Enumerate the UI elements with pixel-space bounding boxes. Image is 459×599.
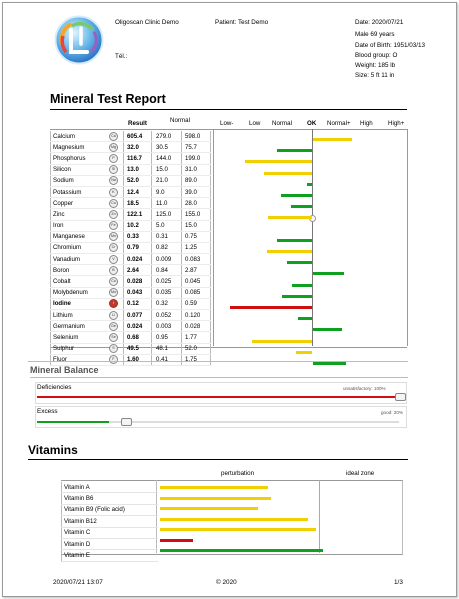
mineral-name: Silicon bbox=[51, 164, 110, 175]
mineral-row bbox=[51, 153, 211, 164]
mineral-name: Fluor bbox=[51, 354, 110, 365]
mineral-result: 52.0 bbox=[124, 175, 152, 186]
report-page bbox=[2, 2, 457, 597]
mineral-row bbox=[51, 298, 211, 309]
patient-weight: Weight: 185 lb bbox=[355, 62, 396, 69]
vitamins-ideal-label: ideal zone bbox=[346, 470, 375, 477]
mineral-normal-high: 1.77 bbox=[182, 332, 211, 343]
mineral-level-bar bbox=[313, 138, 352, 141]
mineral-result: 0.043 bbox=[124, 287, 152, 298]
mineral-result: 49.5 bbox=[124, 343, 152, 354]
vitamin-level-bar bbox=[160, 497, 271, 500]
mineral-row bbox=[51, 164, 211, 175]
vitamin-name: Vitamin B9 (Folic acid) bbox=[62, 504, 159, 515]
mineral-row bbox=[51, 254, 211, 265]
mineral-normal-low: 9.0 bbox=[152, 186, 182, 197]
element-symbol-icon: V bbox=[109, 255, 118, 264]
mineral-row bbox=[51, 175, 211, 186]
element-symbol-icon: B bbox=[109, 266, 118, 275]
vitamin-row bbox=[62, 527, 159, 538]
mineral-level-bar bbox=[291, 205, 312, 208]
mineral-normal-low: 0.052 bbox=[152, 310, 182, 321]
mineral-row bbox=[51, 343, 211, 354]
mineral-normal-high: 598.0 bbox=[182, 131, 211, 142]
mineral-normal-low: 21.0 bbox=[152, 175, 182, 186]
mineral-name: Sulphur bbox=[51, 343, 110, 354]
mineral-name: Chromium bbox=[51, 242, 110, 253]
mineral-normal-low: 144.0 bbox=[152, 153, 182, 164]
mineral-row bbox=[51, 321, 211, 332]
mineral-row bbox=[51, 354, 211, 365]
mineral-row bbox=[51, 310, 211, 321]
clinic-name: Oligoscan Clinic Demo bbox=[115, 19, 179, 26]
mineral-name: Calcium bbox=[51, 131, 110, 142]
mineral-level-bar bbox=[277, 239, 312, 242]
mineral-normal-high: 0.75 bbox=[182, 231, 211, 242]
element-symbol-icon: I bbox=[109, 299, 118, 308]
mineral-result: 0.024 bbox=[124, 254, 152, 265]
mineral-row bbox=[51, 186, 211, 197]
vitamin-name: Vitamin E bbox=[62, 550, 159, 561]
excess-fill bbox=[37, 421, 109, 423]
mineral-level-bar bbox=[245, 160, 312, 163]
mineral-normal-low: 0.32 bbox=[152, 298, 182, 309]
footer-copyright: © 2020 bbox=[216, 579, 237, 586]
mineral-normal-low: 0.31 bbox=[152, 231, 182, 242]
element-symbol-icon: Mn bbox=[109, 232, 118, 241]
mineral-normal-high: 52.0 bbox=[182, 343, 211, 354]
mineral-name: Zinc bbox=[51, 209, 110, 220]
mineral-level-bar bbox=[264, 172, 312, 175]
vitamin-name: Vitamin A bbox=[62, 482, 159, 493]
mineral-normal-low: 0.003 bbox=[152, 321, 182, 332]
mineral-normal-high: 155.0 bbox=[182, 209, 211, 220]
excess-track bbox=[37, 421, 399, 423]
mineral-result: 0.028 bbox=[124, 276, 152, 287]
mineral-result: 116.7 bbox=[124, 153, 152, 164]
element-symbol-icon: Fe bbox=[109, 221, 118, 230]
deficiencies-status: unsatisfactory: 100% bbox=[343, 386, 386, 391]
vitamin-level-bar bbox=[160, 528, 316, 531]
vitamin-row bbox=[62, 538, 159, 549]
mineral-level-bar bbox=[268, 216, 312, 219]
title-rule bbox=[50, 109, 407, 110]
mineral-level-bar bbox=[307, 183, 312, 186]
mineral-result: 10.2 bbox=[124, 220, 152, 231]
mineral-level-bar bbox=[277, 149, 312, 152]
mineral-level-bar bbox=[313, 272, 344, 275]
mineral-result: 13.0 bbox=[124, 164, 152, 175]
mineral-name: Manganese bbox=[51, 231, 110, 242]
mineral-normal-low: 0.009 bbox=[152, 254, 182, 265]
vitamins-table bbox=[61, 482, 158, 562]
mineral-result: 0.68 bbox=[124, 332, 152, 343]
mineral-result: 0.79 bbox=[124, 242, 152, 253]
mineral-name: Boron bbox=[51, 265, 110, 276]
mineral-normal-high: 1.75 bbox=[182, 354, 211, 365]
patient-birth: Date of Birth: 1951/03/13 bbox=[355, 42, 426, 49]
vitamin-row bbox=[62, 504, 159, 515]
mineral-normal-low: 0.82 bbox=[152, 242, 182, 253]
col-normal-zone: Normal bbox=[272, 120, 292, 127]
vitamin-row bbox=[62, 516, 159, 527]
element-symbol-icon: Co bbox=[109, 277, 118, 286]
mineral-name: Lithium bbox=[51, 310, 110, 321]
element-symbol-icon: Mo bbox=[109, 288, 118, 297]
vitamin-level-bar bbox=[160, 507, 258, 510]
mineral-row bbox=[51, 265, 211, 276]
mineral-row bbox=[51, 231, 211, 242]
mineral-normal-high: 0.120 bbox=[182, 310, 211, 321]
mineral-name: Iron bbox=[51, 220, 110, 231]
mineral-normal-low: 0.95 bbox=[152, 332, 182, 343]
mineral-name: Potassium bbox=[51, 186, 110, 197]
mineral-level-bar bbox=[313, 328, 342, 331]
mineral-normal-low: 0.035 bbox=[152, 287, 182, 298]
mineral-table bbox=[50, 131, 211, 366]
element-symbol-icon: Ge bbox=[109, 322, 118, 331]
mineral-normal-high: 89.0 bbox=[182, 175, 211, 186]
element-symbol-icon: Se bbox=[109, 333, 118, 342]
excess-slider-knob[interactable] bbox=[121, 418, 132, 426]
mineral-row bbox=[51, 198, 211, 209]
patient-blood: Blood group: O bbox=[355, 52, 398, 59]
mineral-normal-high: 0.085 bbox=[182, 287, 211, 298]
vitamin-row bbox=[62, 493, 159, 504]
col-normal-plus: Normal+ bbox=[327, 120, 351, 127]
mineral-result: 122.1 bbox=[124, 209, 152, 220]
mineral-normal-low: 0.84 bbox=[152, 265, 182, 276]
element-symbol-icon: F bbox=[109, 355, 118, 364]
footer-page: 1/3 bbox=[394, 579, 403, 586]
element-symbol-icon: Cr bbox=[109, 243, 118, 252]
mineral-normal-low: 11.0 bbox=[152, 198, 182, 209]
vitamin-level-bar bbox=[160, 549, 323, 552]
element-symbol-icon: Mg bbox=[109, 143, 118, 152]
vitamins-title: Vitamins bbox=[28, 443, 78, 457]
element-symbol-icon: Li bbox=[109, 311, 118, 320]
element-symbol-icon: Cu bbox=[109, 199, 118, 208]
vitamin-name: Vitamin D bbox=[62, 538, 159, 549]
mineral-row bbox=[51, 242, 211, 253]
element-symbol-icon: S bbox=[109, 344, 118, 353]
mineral-name: Selenium bbox=[51, 332, 110, 343]
mineral-normal-low: 125.0 bbox=[152, 209, 182, 220]
mineral-normal-high: 39.0 bbox=[182, 186, 211, 197]
mineral-result: 0.077 bbox=[124, 310, 152, 321]
mineral-normal-high: 75.7 bbox=[182, 142, 211, 153]
mineral-normal-low: 30.5 bbox=[152, 142, 182, 153]
col-ok: OK bbox=[307, 120, 317, 127]
mineral-normal-low: 48.1 bbox=[152, 343, 182, 354]
mineral-row bbox=[51, 287, 211, 298]
vitamin-row bbox=[62, 482, 159, 493]
balance-rule bbox=[30, 377, 408, 378]
mineral-normal-low: 0.025 bbox=[152, 276, 182, 287]
deficiencies-slider-knob[interactable] bbox=[395, 393, 406, 401]
mineral-name: Vanadium bbox=[51, 254, 110, 265]
mineral-name: Cobalt bbox=[51, 276, 110, 287]
mineral-balance-title: Mineral Balance bbox=[30, 365, 99, 375]
mineral-name: Germanium bbox=[51, 321, 110, 332]
mineral-name: Molybdenum bbox=[51, 287, 110, 298]
mineral-level-bar bbox=[313, 362, 346, 365]
mineral-normal-high: 15.0 bbox=[182, 220, 211, 231]
mineral-normal-high: 1.25 bbox=[182, 242, 211, 253]
col-low-minus: Low- bbox=[220, 120, 234, 127]
mineral-normal-high: 199.0 bbox=[182, 153, 211, 164]
mineral-result: 0.024 bbox=[124, 321, 152, 332]
vitamins-perturbation-label: perturbation bbox=[221, 470, 255, 477]
report-title: Mineral Test Report bbox=[50, 92, 166, 106]
vitamin-level-bar bbox=[160, 518, 308, 521]
clinic-tel: Tél.: bbox=[115, 53, 128, 60]
mineral-row bbox=[51, 142, 211, 153]
col-low: Low bbox=[249, 120, 261, 127]
mineral-normal-high: 0.59 bbox=[182, 298, 211, 309]
element-symbol-icon: K bbox=[109, 188, 118, 197]
mineral-level-bar bbox=[298, 317, 312, 320]
mineral-level-bar bbox=[267, 250, 312, 253]
report-date: Date: 2020/07/21 bbox=[355, 19, 404, 26]
vitamin-level-bar bbox=[160, 539, 193, 542]
mineral-normal-low: 279.0 bbox=[152, 131, 182, 142]
patient-name: Patient: Test Demo bbox=[215, 19, 269, 26]
mineral-normal-low: 15.0 bbox=[152, 164, 182, 175]
patient-age: Male 69 years bbox=[355, 31, 395, 38]
mineral-normal-low: 0.41 bbox=[152, 354, 182, 365]
mineral-name: Iodine bbox=[51, 298, 110, 309]
mineral-level-bar bbox=[292, 284, 312, 287]
mineral-row bbox=[51, 220, 211, 231]
mineral-name: Sodium bbox=[51, 175, 110, 186]
clinic-logo bbox=[53, 14, 105, 66]
element-symbol-icon: Zn bbox=[109, 210, 118, 219]
element-symbol-icon: Si bbox=[109, 165, 118, 174]
ok-axis-line bbox=[312, 129, 313, 346]
section-divider bbox=[28, 361, 408, 362]
col-high: High bbox=[360, 120, 373, 127]
vitamins-ideal-line bbox=[319, 480, 320, 553]
element-symbol-icon: Na bbox=[109, 176, 118, 185]
patient-size: Size: 5 ft 11 in bbox=[355, 72, 395, 79]
mineral-normal-high: 28.0 bbox=[182, 198, 211, 209]
mineral-normal-high: 31.0 bbox=[182, 164, 211, 175]
vitamin-level-bar bbox=[160, 486, 268, 489]
vitamin-name: Vitamin B6 bbox=[62, 493, 159, 504]
col-high-plus: High+ bbox=[388, 120, 405, 127]
deficiencies-fill bbox=[37, 396, 399, 398]
mineral-result: 2.64 bbox=[124, 265, 152, 276]
mineral-normal-high: 2.87 bbox=[182, 265, 211, 276]
mineral-name: Phosphorus bbox=[51, 153, 110, 164]
mineral-normal-high: 0.083 bbox=[182, 254, 211, 265]
mineral-result: 32.0 bbox=[124, 142, 152, 153]
mineral-normal-high: 0.028 bbox=[182, 321, 211, 332]
mineral-result: 18.5 bbox=[124, 198, 152, 209]
mineral-result: 605.4 bbox=[124, 131, 152, 142]
mineral-level-bar bbox=[252, 340, 312, 343]
mineral-normal-high: 0.045 bbox=[182, 276, 211, 287]
mineral-normal-low: 5.0 bbox=[152, 220, 182, 231]
mineral-name: Magnesium bbox=[51, 142, 110, 153]
mineral-level-bar bbox=[287, 261, 312, 264]
element-symbol-icon: P bbox=[109, 154, 118, 163]
vitamin-name: Vitamin B12 bbox=[62, 516, 159, 527]
vitamin-row bbox=[62, 550, 159, 561]
mineral-level-bar bbox=[282, 295, 312, 298]
mineral-row bbox=[51, 209, 211, 220]
deficiencies-label: Deficiencies bbox=[37, 384, 72, 391]
excess-status: good: 20% bbox=[381, 410, 403, 415]
footer-datetime: 2020/07/21 13:07 bbox=[53, 579, 103, 586]
mineral-level-bar bbox=[296, 351, 312, 354]
mineral-row bbox=[51, 131, 211, 142]
mineral-level-bar bbox=[230, 306, 312, 309]
mineral-result: 0.12 bbox=[124, 298, 152, 309]
mineral-row bbox=[51, 276, 211, 287]
element-symbol-icon: Ca bbox=[109, 132, 118, 141]
mineral-name: Copper bbox=[51, 198, 110, 209]
mineral-level-bar bbox=[281, 194, 312, 197]
mineral-result: 1.60 bbox=[124, 354, 152, 365]
mineral-result: 12.4 bbox=[124, 186, 152, 197]
excess-panel bbox=[35, 406, 407, 428]
vitamins-rule bbox=[28, 459, 408, 460]
mineral-result: 0.33 bbox=[124, 231, 152, 242]
excess-label: Excess bbox=[37, 408, 58, 415]
mineral-row bbox=[51, 332, 211, 343]
deficiencies-track bbox=[37, 396, 399, 398]
col-normal: Normal bbox=[170, 117, 190, 124]
col-result: Result bbox=[128, 120, 147, 127]
vitamin-name: Vitamin C bbox=[62, 527, 159, 538]
